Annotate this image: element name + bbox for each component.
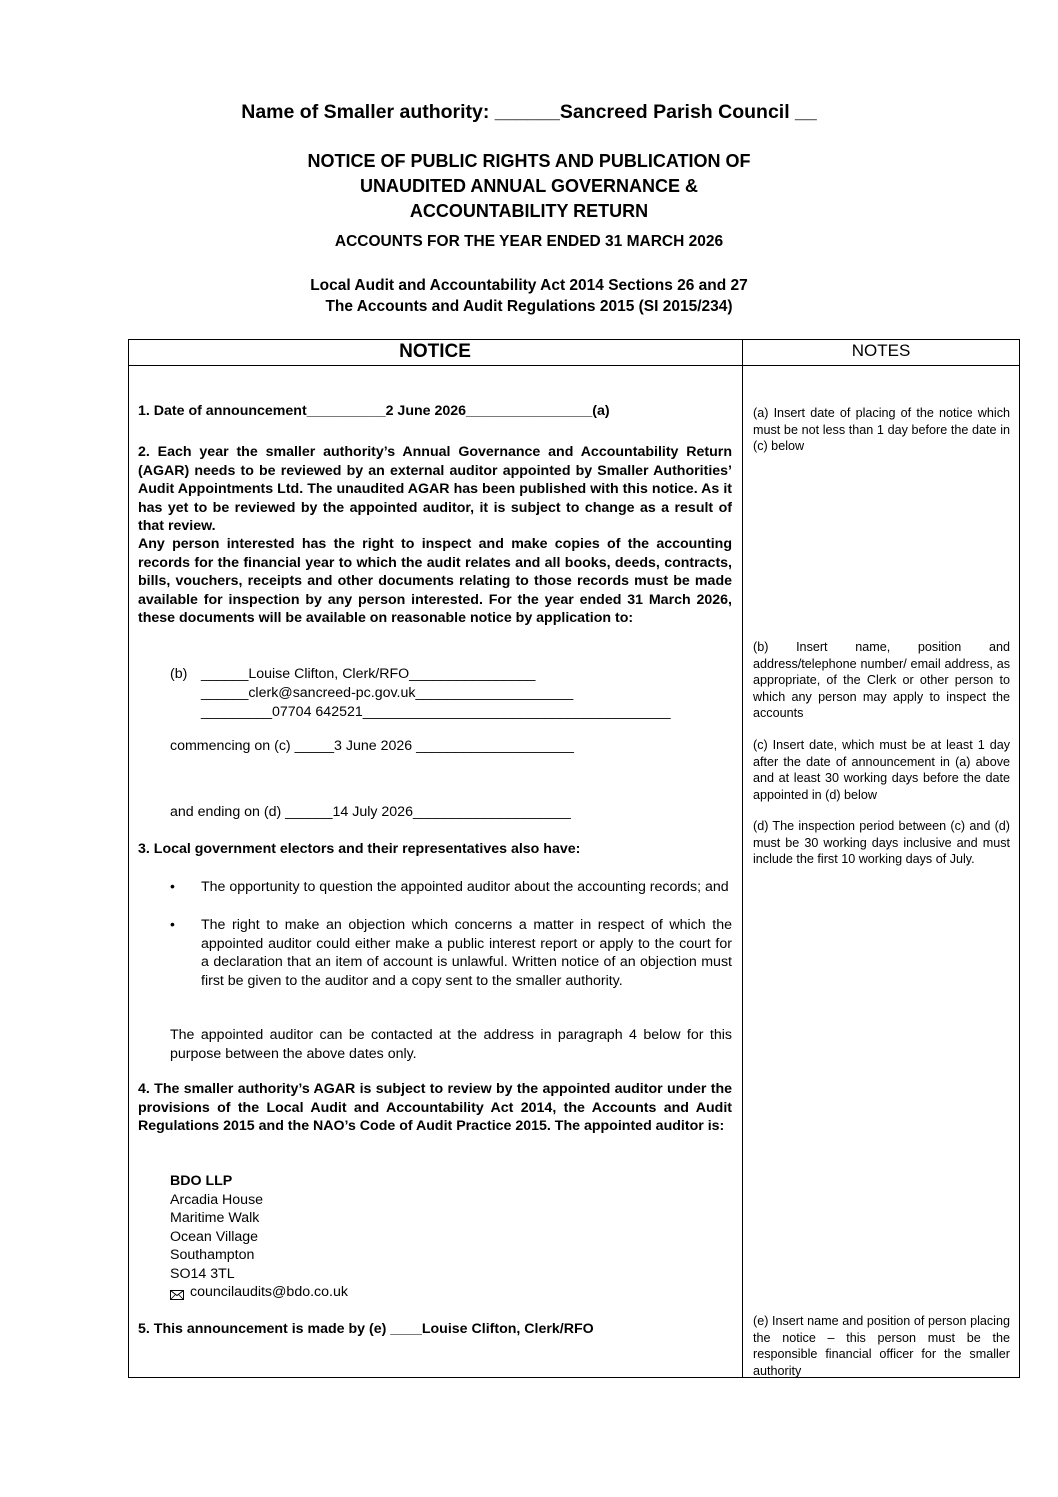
- auditor-email: councilaudits@bdo.co.uk: [190, 1284, 348, 1300]
- paragraph-2: 2. Each year the smaller authority’s Annual Governance and Accountability Return (AGAR) needs to be reviewed by an external auditor appointed by Smaller Authorities’ Audit Appointments Ltd. The unaudited AGAR has been published with this notice. As it has yet to be reviewed by the appointed auditor, it is subject to change as a result of that review.: [138, 444, 732, 534]
- legislation-line-1: Local Audit and Accountability Act 2014 Sections 26 and 27: [310, 277, 748, 294]
- authority-name: Name of Smaller authority: ______Sancreed Parish Council __: [241, 101, 817, 123]
- header-divider: [128, 365, 1020, 366]
- auditor-contact-note: The appointed auditor can be contacted at the address in paragraph 4 below for this purpose between the above dates only.: [170, 1027, 732, 1062]
- paragraph-1-date: 1. Date of announcement__________2 June 2026________________(a): [138, 403, 610, 419]
- paragraph-5: 5. This announcement is made by (e) ____Louise Clifton, Clerk/RFO: [138, 1321, 594, 1337]
- note-b: (b) Insert name, position and address/telephone number/ email address, as appropriate, of the Clerk or other person to which any person may apply to inspect the accounts: [753, 640, 1010, 720]
- paragraph-3: 3. Local government electors and their representatives also have:: [138, 841, 581, 857]
- notice-title: [0, 149, 1058, 224]
- notes-column-heading: NOTES: [851, 341, 911, 360]
- notice-column-heading: NOTICE: [399, 341, 471, 362]
- title-line-2: UNAUDITED ANNUAL GOVERNANCE &: [359, 176, 698, 196]
- auditor-email-row: [170, 1283, 570, 1302]
- contact-email: ______clerk@sancreed-pc.gov.uk____________________: [201, 685, 574, 701]
- paragraph-4: 4. The smaller authority’s AGAR is subject to review by the appointed auditor under the provisions of the Local Audit and Accountability Act 2014, the Accounts and Audit Regulations 2015 and the NAO’s Code of Audit Practice 2015. The appointed auditor is:: [138, 1081, 732, 1134]
- auditor-postcode: SO14 3TL: [170, 1265, 235, 1282]
- auditor-address: [170, 1172, 570, 1302]
- ending-date: and ending on (d) ______14 July 2026____________________: [170, 804, 571, 820]
- title-line-1: NOTICE OF PUBLIC RIGHTS AND PUBLICATION OF: [307, 151, 751, 171]
- note-e: (e) Insert name and position of person placing the notice – this person must be the responsible financial officer for the smaller authority: [753, 1314, 1010, 1378]
- auditor-address-line-3: Ocean Village: [170, 1228, 259, 1245]
- note-c: (c) Insert date, which must be at least 1 day after the date of announcement in (a) above and at least 30 working days before the date appointed in (d) below: [753, 738, 1010, 802]
- accounts-year-line: ACCOUNTS FOR THE YEAR ENDED 31 MARCH 2026: [334, 233, 724, 250]
- note-d: (d) The inspection period between (c) and (d) must be 30 working days inclusive and must include the first 10 working days of July.: [753, 819, 1010, 866]
- commencing-date: commencing on (c) _____3 June 2026 ____________________: [170, 738, 574, 754]
- bullet-2-text: The right to make an objection which concerns a matter in respect of which the appointed auditor could either make a public interest report or apply to the court for a declaration that an item of account is unlawful. Written notice of an objection must first be given to the auditor and a copy sent to the smaller authority.: [201, 917, 732, 989]
- title-line-3: ACCOUNTABILITY RETURN: [409, 201, 649, 221]
- contact-label-b: (b): [170, 666, 188, 682]
- column-divider: [742, 339, 743, 1378]
- legislation-line-2: The Accounts and Audit Regulations 2015 (SI 2015/234): [325, 298, 733, 315]
- auditor-name: BDO LLP: [170, 1173, 233, 1189]
- bullet-1-marker: •: [170, 878, 175, 894]
- paragraph-2-inspection: Any person interested has the right to inspect and make copies of the accounting records for the financial year to which the audit relates and all books, deeds, contracts, bills, vouchers, receipts and other documents relating to those records must be made available for inspection by any person interested. For the year ended 31 March 2026, these documents will be available on reasonable notice by application to:: [138, 536, 732, 626]
- auditor-address-line-1: Arcadia House: [170, 1191, 264, 1208]
- legislation-block: [0, 275, 1058, 317]
- envelope-icon: [170, 1287, 184, 1297]
- contact-phone: _________07704 642521_______________________________________: [201, 704, 671, 720]
- auditor-address-line-2: Maritime Walk: [170, 1210, 260, 1226]
- bullet-2-marker: •: [170, 916, 175, 932]
- note-a: (a) Insert date of placing of the notice which must be not less than 1 day before the date in (c) below: [753, 406, 1010, 453]
- contact-name: ______Louise Clifton, Clerk/RFO________________: [201, 666, 536, 682]
- auditor-address-line-4: Southampton: [170, 1247, 255, 1263]
- bullet-1-text: The opportunity to question the appointed auditor about the accounting records; and: [201, 879, 729, 895]
